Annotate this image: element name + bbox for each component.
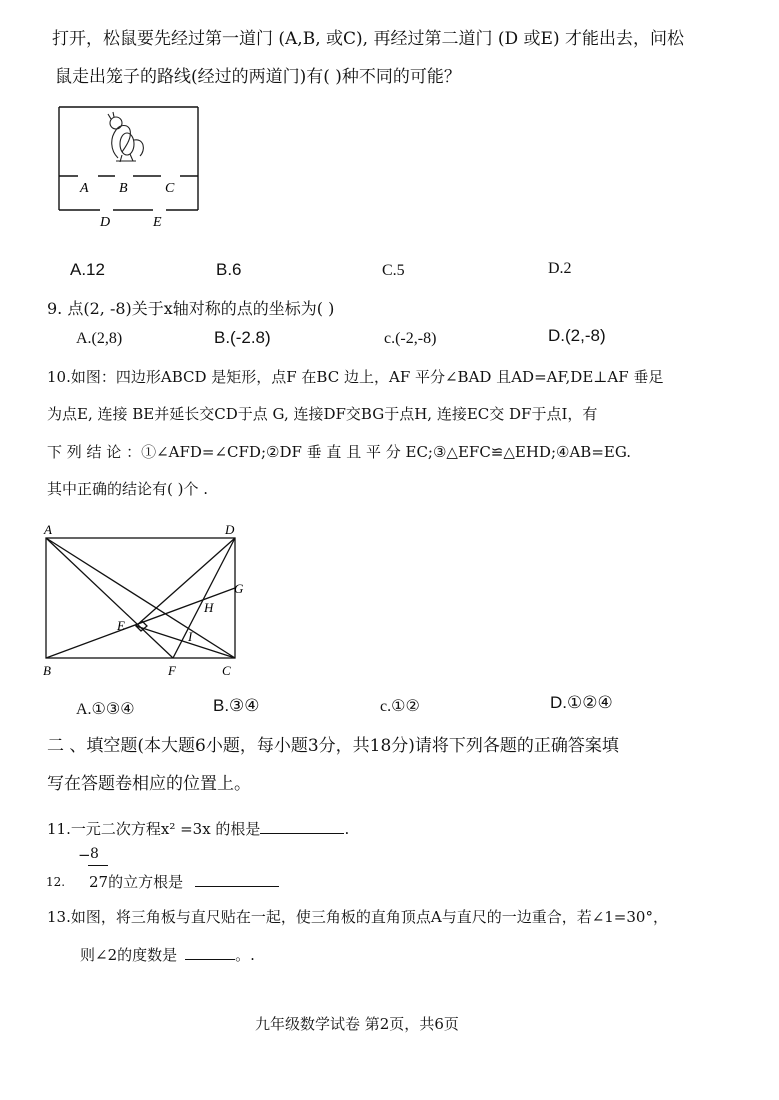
section-2-line-1: 二 、填空题(本大题6小题，每小题3分，共18分)请将下列各题的正确答案填	[47, 736, 619, 756]
q9-option-a: A.(2,8)	[76, 330, 123, 347]
q13-end: 。.	[235, 946, 255, 964]
q12-fraction-bar	[88, 865, 108, 866]
q10-line-1: 10.如图：四边形ABCD 是矩形，点F 在BC 边上，AF 平分∠BAD 且AD=AF,DE⊥AF 垂足	[47, 368, 664, 386]
q10-option-d: D.①②④	[550, 693, 613, 712]
q8-option-d: D.2	[548, 260, 572, 277]
q8-line-2: 鼠走出笼子的路线(经过的两道门)有( )种不同的可能？	[55, 67, 461, 87]
gate-e-label: E	[153, 215, 162, 230]
q10-option-a: A.①③④	[76, 701, 135, 718]
q10-option-b: B.③④	[213, 696, 260, 715]
q8-option-c: C.5	[382, 262, 405, 279]
q10-line-3: 下 列 结 论 ：①∠AFD=∠CFD;②DF 垂 直 且 平 分 EC;③△EFC≌△EHD;④AB=EG.	[47, 443, 632, 461]
point-g-label: G	[234, 581, 244, 596]
q11-answer-blank[interactable]	[260, 832, 344, 834]
q10-line-2: 为点E, 连接 BE并延长交CD于点 G, 连接DF交BG于点H, 连接EC交 DF于点I，有	[47, 405, 598, 423]
q12-body	[89, 871, 279, 892]
page-footer: 九年级数学试卷 第2页，共6页	[255, 1015, 459, 1033]
point-e-label: E	[117, 618, 125, 633]
gate-d-label: D	[100, 215, 111, 230]
point-i-label: I	[188, 629, 193, 644]
q12-minus-sign: −	[78, 846, 91, 864]
gate-a-label: A	[80, 181, 89, 196]
segment-de	[136, 538, 235, 626]
q10-line-4: 其中正确的结论有( )个 .	[47, 480, 209, 498]
q12-denominator: 27	[89, 873, 109, 891]
q12-numerator: 8	[90, 846, 99, 862]
q13-line-1: 13.如图，将三角板与直尺贴在一起，使三角板的直角顶点A与直尺的一边重合，若∠1=30°，	[47, 908, 668, 926]
point-d-label: D	[225, 522, 235, 537]
gate-b-label: B	[119, 181, 128, 196]
q9-option-b: B.(-2.8)	[214, 328, 271, 347]
point-c-label: C	[222, 663, 231, 678]
squirrel-cage-figure	[50, 100, 210, 235]
section-2-line-2: 写在答题卷相应的位置上。	[47, 774, 251, 794]
q9-stem: 9. 点(2, -8)关于x轴对称的点的坐标为( )	[47, 299, 335, 318]
gate-c-label: C	[165, 181, 175, 196]
q13-text: 则∠2的度数是	[80, 946, 178, 964]
q13-line-2	[80, 944, 255, 965]
q10-option-c: c.①②	[380, 698, 420, 715]
segment-df	[173, 538, 235, 658]
point-h-label: H	[204, 600, 214, 615]
squirrel-picture	[108, 112, 143, 162]
point-b-label: B	[43, 663, 51, 678]
q9-option-c: c.(-2,-8)	[384, 330, 437, 347]
q11-question	[47, 818, 349, 839]
segment-af	[46, 538, 173, 658]
q8-option-a: A.12	[70, 260, 105, 279]
q8-line-1: 打开，松鼠要先经过第一道门 (A,B, 或C), 再经过第二道门 (D 或E) 才能出去，问松	[52, 29, 684, 49]
q11-text: 11.一元二次方程x² =3x 的根是	[47, 820, 261, 838]
segment-ec	[136, 626, 235, 658]
q9-option-d: D.(2,-8)	[548, 326, 606, 345]
q8-option-b: B.6	[216, 260, 242, 279]
point-a-label: A	[44, 522, 52, 537]
rectangle-abcd-figure	[38, 520, 258, 682]
q12-answer-blank[interactable]	[195, 885, 279, 887]
point-f-label: F	[168, 663, 176, 678]
q11-end: .	[344, 820, 350, 838]
q12-number: 12.	[46, 875, 66, 889]
q12-text: 的立方根是	[108, 873, 184, 891]
q13-answer-blank[interactable]	[185, 958, 235, 960]
